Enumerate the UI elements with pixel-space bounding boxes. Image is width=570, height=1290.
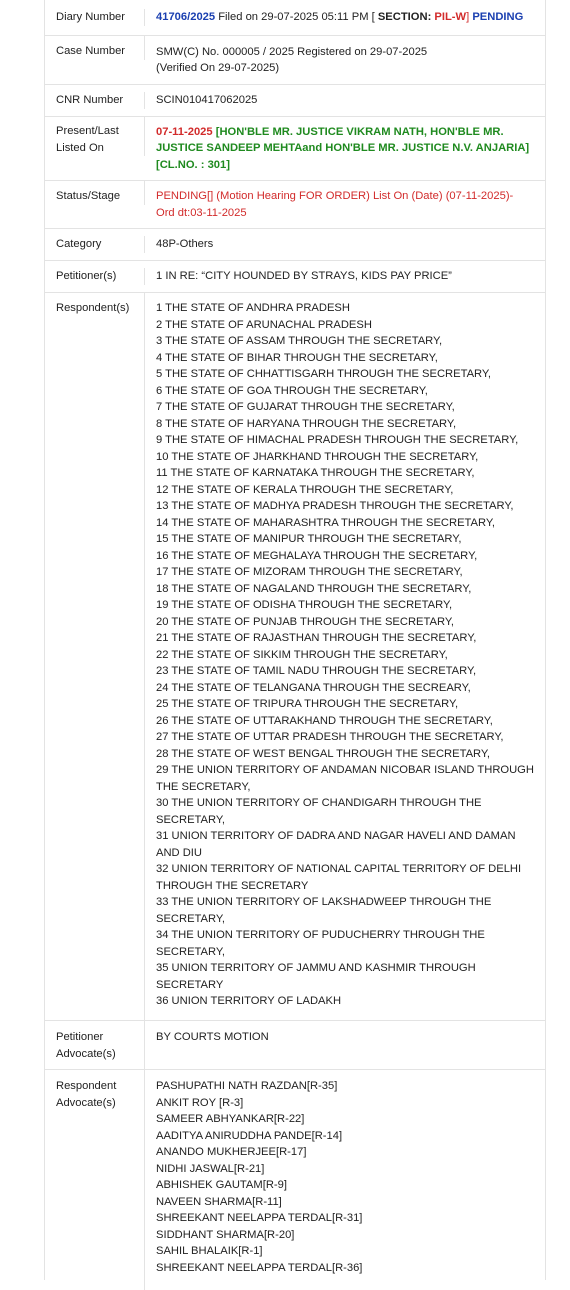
diary-number-row [45,0,545,36]
status-stage-label: Status/Stage [45,181,145,205]
listed-on-label-line1: Present/Last [56,125,119,137]
petitioner-advocate-label-line1: Petitioner [56,1031,104,1043]
list-item: 32 UNION TERRITORY OF NATIONAL CAPITAL TERRITORY OF DELHI THROUGH THE SECRETARY [156,863,522,892]
list-item: 1 THE STATE OF ANDHRA PRADESH [156,302,350,314]
list-item: 30 THE UNION TERRITORY OF CHANDIGARH THROUGH THE SECRETARY, [156,797,482,826]
list-item: ANANDO MUKHERJEE[R-17] [156,1146,307,1158]
list-item: 8 THE STATE OF HARYANA THROUGH THE SECRETARY, [156,417,457,430]
petitioner-row [45,261,545,293]
list-item: 6 THE STATE OF GOA THROUGH THE SECRETARY, [156,384,428,397]
diary-number-value [145,9,545,26]
respondent-advocate-row [45,1070,545,1290]
list-item: NIDHI JASWAL[R-21] [156,1162,265,1175]
list-item: 21 THE STATE OF RAJASTHAN THROUGH THE SECRETARY, [156,632,477,644]
cnr-number-value: SCIN010417062025 [156,94,258,107]
status-stage-row [45,181,545,229]
list-item: 36 UNION TERRITORY OF LADAKH [156,995,342,1007]
list-item: SAHIL BHALAIK[R-1] [156,1245,263,1257]
petitioner-advocate-row [45,1021,545,1070]
diary-number: 41706/2025 [156,11,216,24]
respondent-advocate-label-line1: Respondent [56,1080,117,1092]
list-item: 5 THE STATE OF CHHATTISGARH THROUGH THE SECRETARY, [156,368,492,380]
category-row [45,229,545,261]
list-item: 3 THE STATE OF ASSAM THROUGH THE SECRETARY, [156,335,443,347]
listed-date: 07-11-2025 [156,125,213,138]
list-item: NAVEEN SHARMA[R-11] [156,1195,282,1208]
bench-line1: [HON'BLE MR. JUSTICE VIKRAM NATH, HON'BLE MR. [212,125,504,138]
list-item: 16 THE STATE OF MEGHALAYA THROUGH THE SECRETARY, [156,549,478,562]
listed-on-row [45,117,545,181]
list-item: SAMEER ABHYANKAR[R-22] [156,1113,305,1125]
list-item: AADITYA ANIRUDDHA PANDE[R-14] [156,1129,343,1142]
status-line2: Ord dt:03-11-2025 [156,206,247,219]
respondents-list [145,293,545,1020]
listed-on-label [45,117,145,156]
list-item: 7 THE STATE OF GUJARAT THROUGH THE SECRETARY, [156,401,455,413]
list-item: 27 THE STATE OF UTTAR PRADESH THROUGH THE SECRETARY, [156,731,504,743]
petitioner-advocate-label-line2: Advocate(s) [56,1047,116,1060]
list-item: 26 THE STATE OF UTTARAKHAND THROUGH THE SECRETARY, [156,714,493,727]
list-item: 24 THE STATE OF TELANGANA THROUGH THE SECREARY, [156,681,471,694]
listed-on-label-line2: Listed On [56,141,104,154]
list-item: 31 UNION TERRITORY OF DADRA AND NAGAR HAVELI AND DAMAN AND DIU [156,830,516,859]
category-value: 48P-Others [156,238,214,251]
diary-number-label: Diary Number [45,9,145,26]
list-item: 23 THE STATE OF TAMIL NADU THROUGH THE SECRETARY, [156,665,477,677]
section-close-bracket: ] [466,11,473,24]
category-label: Category [45,236,145,253]
list-item: 9 THE STATE OF HIMACHAL PRADESH THROUGH THE SECRETARY, [156,434,519,446]
section-label: SECTION: [377,11,432,24]
cnr-number-row [45,85,545,117]
list-item: 10 THE STATE OF JHARKHAND THROUGH THE SECRETARY, [156,450,479,463]
list-item: 34 THE UNION TERRITORY OF PUDUCHERRY THROUGH THE SECRETARY, [156,929,485,958]
case-number-value [145,44,545,77]
petitioner-value: 1 IN RE: “CITY HOUNDED BY STRAYS, KIDS PAY PRICE” [156,270,452,283]
list-item: 15 THE STATE OF MANIPUR THROUGH THE SECRETARY, [156,533,462,545]
list-item: 28 THE STATE OF WEST BENGAL THROUGH THE SECRETARY, [156,747,491,760]
respondent-advocate-label-line2: Advocate(s) [56,1096,116,1109]
status-line1: PENDING[] (Motion Hearing FOR ORDER) List On (Date) (07-11-2025)- [156,190,514,202]
list-item: PASHUPATHI NATH RAZDAN[R-35] [156,1080,338,1092]
case-details-table [44,0,546,1280]
listed-on-value [145,124,545,174]
case-number-label: Case Number [45,36,145,60]
case-number-row [45,36,545,85]
list-item: 17 THE STATE OF MIZORAM THROUGH THE SECRETARY, [156,566,463,578]
petitioner-advocate-label [45,1021,145,1069]
list-item: 20 THE STATE OF PUNJAB THROUGH THE SECRETARY, [156,615,454,628]
cause-list-number: [CL.NO. : 301] [156,158,230,171]
respondents-label: Respondent(s) [45,293,145,1020]
list-item: 2 THE STATE OF ARUNACHAL PRADESH [156,318,372,331]
respondent-advocate-label [45,1070,145,1290]
verified-on-line: (Verified On 29-07-2025) [156,62,280,74]
list-item: SIDDHANT SHARMA[R-20] [156,1228,295,1241]
list-item: SHREEKANT NEELAPPA TERDAL[R-31] [156,1212,363,1224]
respondent-advocates-list [145,1070,545,1290]
list-item: 11 THE STATE OF KARNATAKA THROUGH THE SECRETARY, [156,467,475,479]
list-item: 12 THE STATE OF KERALA THROUGH THE SECRETARY, [156,483,454,496]
list-item: 19 THE STATE OF ODISHA THROUGH THE SECRETARY, [156,599,453,611]
list-item: ANKIT ROY [R-3] [156,1096,244,1109]
respondents-row [45,293,545,1021]
list-item: 13 THE STATE OF MADHYA PRADESH THROUGH THE SECRETARY, [156,500,514,512]
list-item: ABHISHEK GAUTAM[R-9] [156,1179,287,1191]
list-item: 22 THE STATE OF SIKKIM THROUGH THE SECRETARY, [156,648,448,661]
section-value: PIL-W [431,11,467,24]
list-item: 18 THE STATE OF NAGALAND THROUGH THE SECRETARY, [156,582,472,595]
pending-badge: PENDING [472,11,524,24]
petitioner-advocate-value: BY COURTS MOTION [156,1031,269,1043]
bench-line2: JUSTICE SANDEEP MEHTAand HON'BLE MR. JUSTICE N.V. ANJARIA] [156,142,530,155]
list-item: 33 THE UNION TERRITORY OF LAKSHADWEEP THROUGH THE SECRETARY, [156,896,492,925]
case-number-line: SMW(C) No. 000005 / 2025 Registered on 29-07-2025 [156,45,428,58]
list-item: 35 UNION TERRITORY OF JAMMU AND KASHMIR THROUGH SECRETARY [156,962,476,991]
filed-on-text: Filed on 29-07-2025 05:11 PM [ [215,11,378,24]
cnr-number-label: CNR Number [45,92,145,109]
list-item: 25 THE STATE OF TRIPURA THROUGH THE SECRETARY, [156,698,459,710]
petitioner-label: Petitioner(s) [45,268,145,285]
list-item: 4 THE STATE OF BIHAR THROUGH THE SECRETARY, [156,351,438,364]
list-item: SHREEKANT NEELAPPA TERDAL[R-36] [156,1261,363,1274]
list-item: 14 THE STATE OF MAHARASHTRA THROUGH THE SECRETARY, [156,516,496,529]
list-item: 29 THE UNION TERRITORY OF ANDAMAN NICOBAR ISLAND THROUGH THE SECRETARY, [156,764,534,793]
status-stage-value [145,188,545,221]
